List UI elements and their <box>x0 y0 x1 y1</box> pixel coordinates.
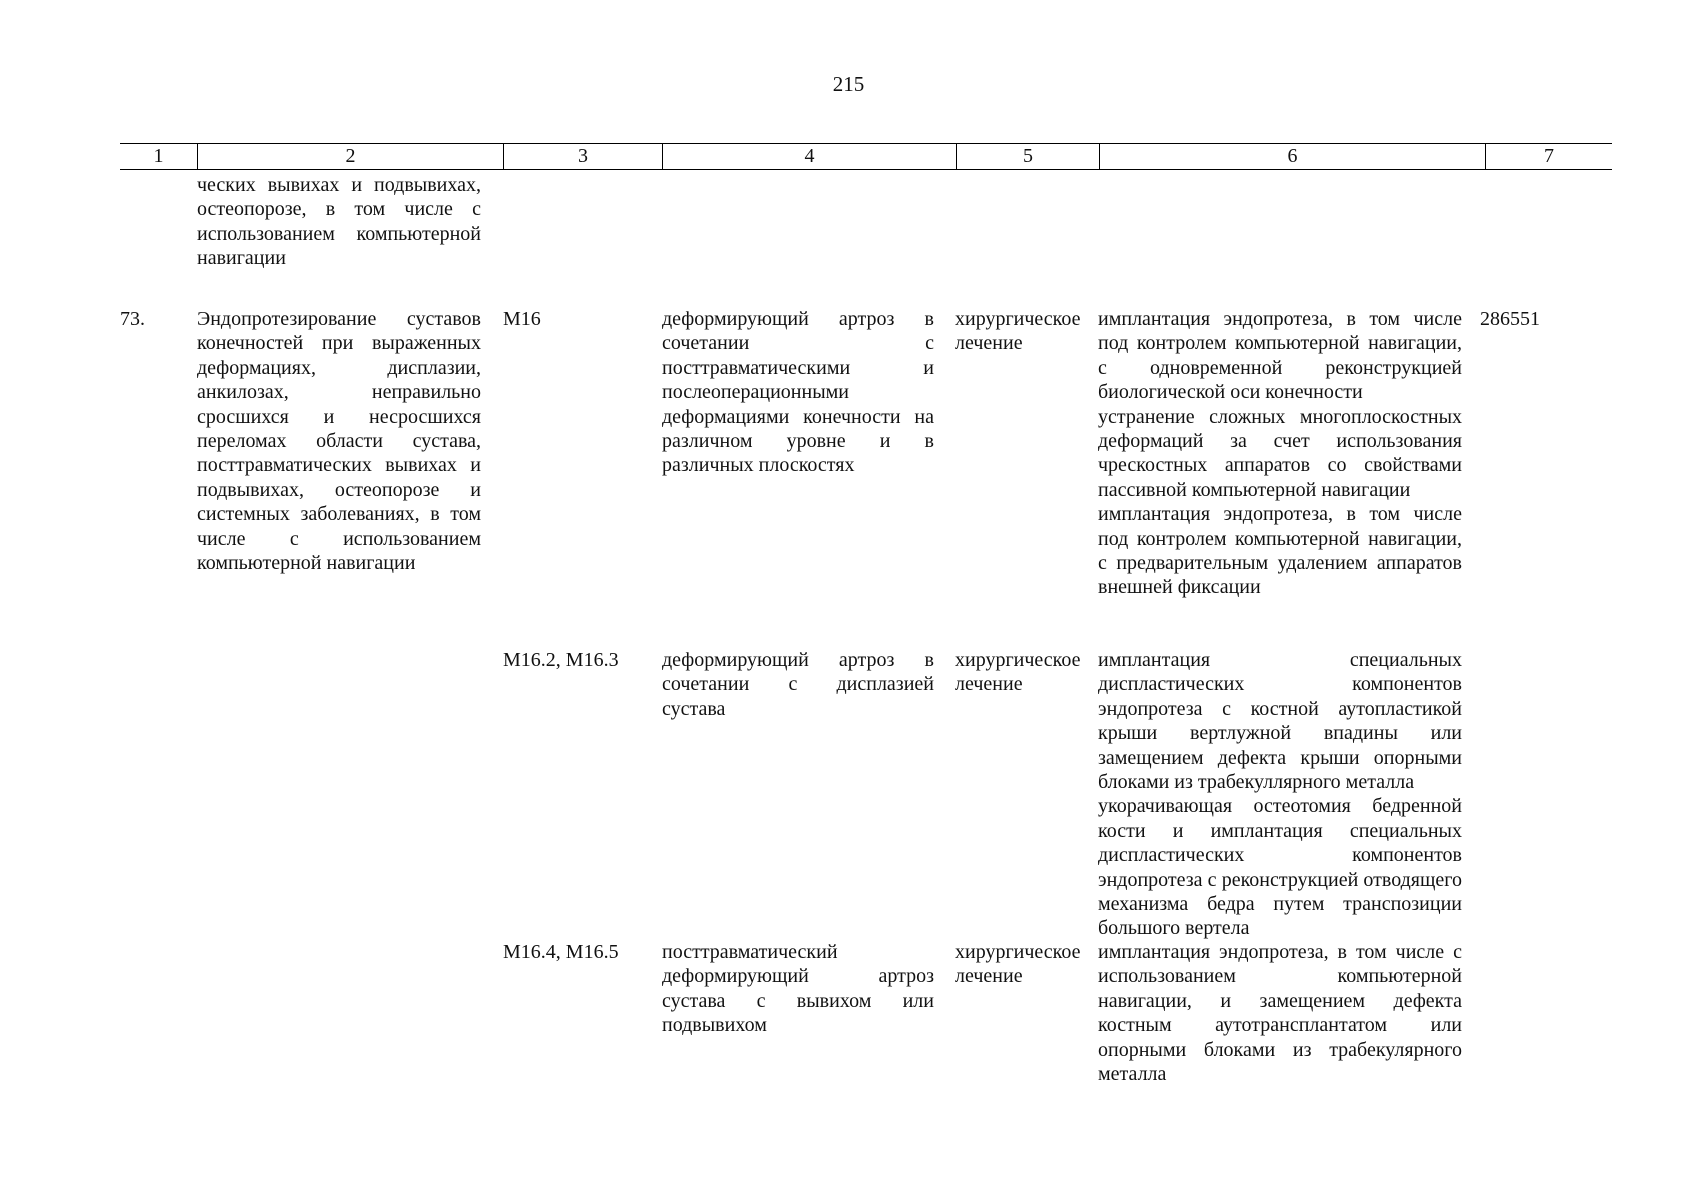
page-number: 215 <box>832 72 865 96</box>
method-item: укорачивающая остеотомия бедренной кости и имплантация специальных диспластических компонентов эндопротеза с реконструкцией отводящего механизма бедра путем транспозиции большого вертела <box>1098 795 1462 940</box>
treatment-methods <box>1098 940 1462 1086</box>
treatment-methods <box>1098 648 1462 941</box>
icd-codes: M16.4, M16.5 <box>503 941 619 963</box>
diagnosis: деформирующий артроз в сочетании с посттравматическими и послеоперационными деформациями конечности на различном уровне и в различных плоскостях <box>662 308 934 477</box>
header-col-4: 4 <box>662 144 956 169</box>
treatment-type: хирургическое лечение <box>955 649 1081 696</box>
header-col-2: 2 <box>197 144 503 169</box>
diagnosis: посттравматический деформирующий артроз сустава с вывихом или подвывихом <box>662 941 934 1037</box>
icd-codes: M16.2, M16.3 <box>503 649 619 671</box>
treatment-methods <box>1098 307 1462 600</box>
method-item: имплантация эндопротеза, в том числе с использованием компьютерной навигации, и замещением дефекта костным аутотрансплантатом или опорными блоками из трабекулярного металла <box>1098 941 1462 1086</box>
method-item: имплантация специальных диспластических компонентов эндопротеза с костной аутопластикой крыши вертлужной впадины или замещением дефекта крыши опорными блоками из трабекуллярного металла <box>1098 649 1462 794</box>
procedure-name: Эндопротезирование суставов конечностей при выраженных деформациях, дисплазии, анкилозах, неправильно сросшихся и несросшихся переломах области сустава, посттравматических вывихах и подвывихах, остеопорозе и системных заболеваниях, в том числе с использованием компьютерной навигации <box>197 308 481 575</box>
diagnosis: деформирующий артроз в сочетании с дисплазией сустава <box>662 649 934 720</box>
method-item: имплантация эндопротеза, в том числе под контролем компьютерной навигации, с одновременной реконструкцией биологической оси конечности <box>1098 308 1462 404</box>
header-col-5: 5 <box>956 144 1099 169</box>
row-number: 73. <box>120 308 145 330</box>
method-item: имплантация эндопротеза, в том числе под контролем компьютерной навигации, с предварительным удалением аппаратов внешней фиксации <box>1098 503 1462 599</box>
header-col-1: 1 <box>153 145 164 167</box>
header-col-7: 7 <box>1485 144 1612 169</box>
procedure-cost: 286551 <box>1480 308 1540 330</box>
header-col-6: 6 <box>1099 144 1485 169</box>
icd-codes: M16 <box>503 308 541 330</box>
continuation-text: ческих вывихах и подвывихах, остеопорозе, в том числе с использованием компьютерной навигации <box>197 174 481 270</box>
method-item: устранение сложных многоплоскостных деформаций за счет использования чрескостных аппаратов со свойствами пассивной компьютерной навигации <box>1098 405 1462 501</box>
table-header-row <box>120 143 1612 170</box>
treatment-type: хирургическое лечение <box>955 308 1081 355</box>
treatment-type: хирургическое лечение <box>955 941 1081 988</box>
header-col-3: 3 <box>503 144 662 169</box>
